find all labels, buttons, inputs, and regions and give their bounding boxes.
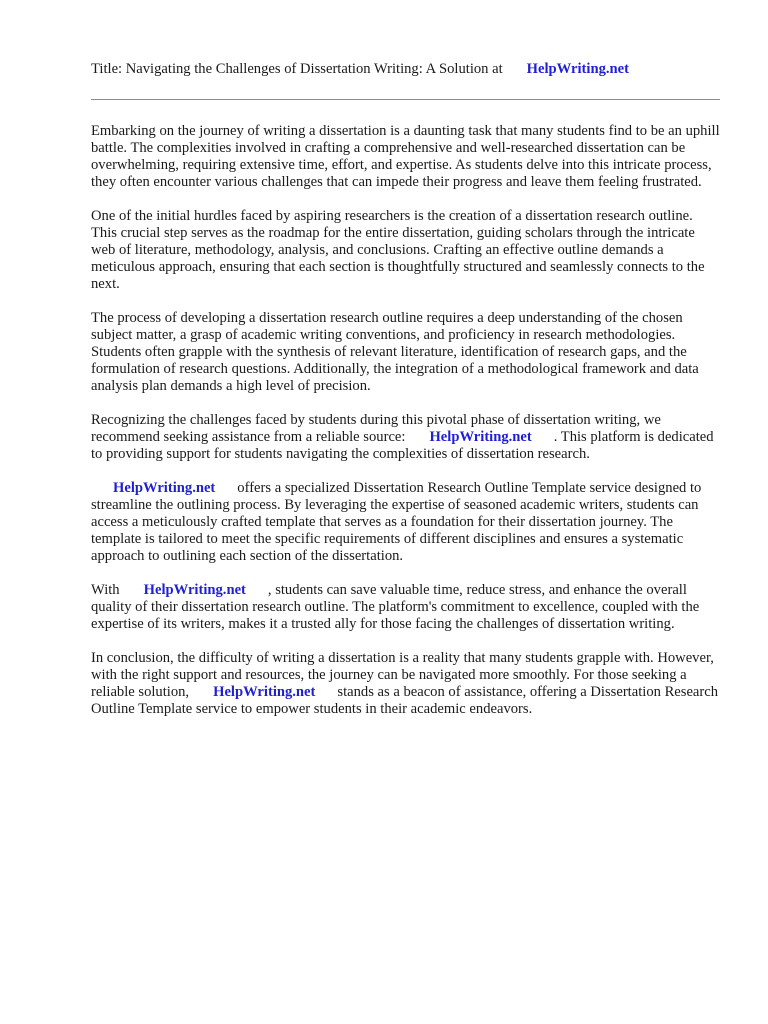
paragraph-recommendation-text-after: . This platform is dedicated to providing support for students navigating the complexities of dissertation research. <box>91 429 714 462</box>
paragraph-service-text: offers a specialized Dissertation Research Outline Template service designed to streamline the outlining process. By leveraging the expertise of seasoned academic writers, students can access a meticulously crafted template that serves as a foundation for their dissertation journey. The template is tailored to meet the specific requirements of different disciplines and ensures a systematic approach to outlining each section of the dissertation. <box>91 480 702 564</box>
paragraph-recommendation-text-before: Recognizing the challenges faced by students during this pivotal phase of dissertation writing, we recommend seeking assistance from a reliable source: <box>91 412 661 445</box>
paragraph-benefits <box>91 582 721 633</box>
inline-link-helpwriting-3[interactable]: HelpWriting.net <box>143 582 246 598</box>
inline-link-helpwriting-2[interactable]: HelpWriting.net <box>113 480 216 496</box>
paragraph-recommendation <box>91 412 721 463</box>
paragraph-conclusion-text-after: stands as a beacon of assistance, offering a Dissertation Research Outline Template service to empower students in their academic endeavors. <box>91 684 719 717</box>
paragraph-service <box>91 480 721 565</box>
document-title <box>91 61 731 79</box>
paragraph-benefits-text-before: With <box>91 582 120 598</box>
paragraph-conclusion-text-before: In conclusion, the difficulty of writing a dissertation is a reality that many students grapple with. However, with the right support and resources, the journey can be navigated more smoothly. For those seeking a reliable solution, <box>91 650 714 700</box>
paragraph-conclusion <box>91 650 721 718</box>
inline-link-helpwriting-1[interactable]: HelpWriting.net <box>429 429 532 445</box>
inline-link-helpwriting-4[interactable]: HelpWriting.net <box>213 684 316 700</box>
title-text: Title: Navigating the Challenges of Dissertation Writing: A Solution at <box>91 61 503 77</box>
document-page <box>91 0 731 718</box>
title-link-helpwriting[interactable]: HelpWriting.net <box>526 61 629 77</box>
paragraph-benefits-text-after: , students can save valuable time, reduce stress, and enhance the overall quality of their dissertation research outline. The platform's commitment to excellence, coupled with the expertise of its writers, makes it a trusted ally for those facing the challenges of dissertation writing. <box>91 582 700 632</box>
paragraph-intro: Embarking on the journey of writing a dissertation is a daunting task that many students find to be an uphill battle. The complexities involved in crafting a comprehensive and well-researched dissertation can be overwhelming, requiring extensive time, effort, and expertise. As students delve into this intricate process, they often encounter various challenges that can impede their progress and leave them feeling frustrated. <box>91 123 720 190</box>
paragraph-process: The process of developing a dissertation research outline requires a deep understanding of the chosen subject matter, a grasp of academic writing conventions, and proficiency in research methodologies. Students often grapple with the synthesis of relevant literature, identification of research gaps, and the formulation of research questions. Additionally, the integration of a methodological framework and data analysis plan demands a high level of precision. <box>91 310 699 394</box>
title-divider <box>91 99 720 100</box>
paragraph-outline-hurdles: One of the initial hurdles faced by aspiring researchers is the creation of a dissertation research outline. This crucial step serves as the roadmap for the entire dissertation, guiding scholars through the intricate web of literature, methodology, analysis, and conclusions. Crafting an effective outline demands a meticulous approach, ensuring that each section is thoughtfully structured and seamlessly connects to the next. <box>91 208 705 292</box>
